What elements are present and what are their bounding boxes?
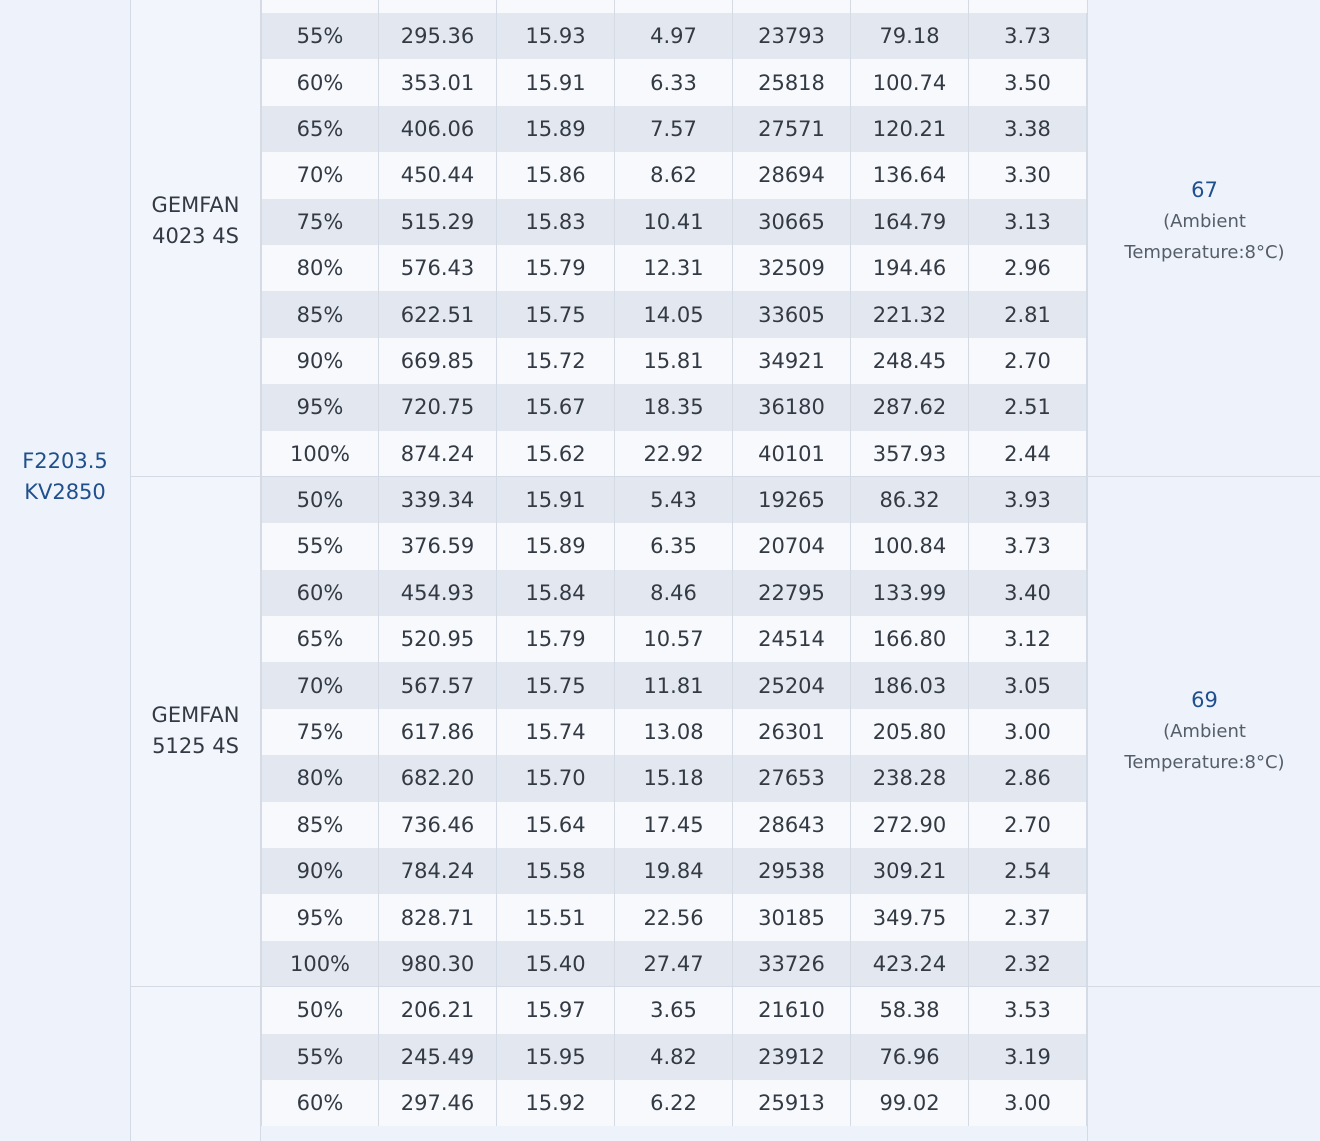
current-cell: 669.85 <box>379 338 497 384</box>
ambient-note: (Ambient <box>1163 211 1246 232</box>
voltage-cell: 15.84 <box>497 570 615 616</box>
table-row <box>261 291 1087 337</box>
data-grid <box>261 13 1087 1126</box>
speed-cell: 30665 <box>733 199 851 245</box>
efficiency-cell: 2.54 <box>969 848 1087 894</box>
voltage-cell: 15.64 <box>497 802 615 848</box>
table-row <box>261 755 1087 801</box>
thrust-cell: 221.32 <box>851 291 969 337</box>
table-row <box>261 477 1087 523</box>
power-cell: 5.43 <box>615 477 733 523</box>
table-row <box>261 894 1087 940</box>
throttle-cell: 65% <box>261 106 379 152</box>
efficiency-cell: 3.53 <box>969 987 1087 1033</box>
speed-cell: 32509 <box>733 245 851 291</box>
voltage-cell: 15.70 <box>497 755 615 801</box>
voltage-cell: 15.95 <box>497 1034 615 1080</box>
throttle-cell: 75% <box>261 199 379 245</box>
speed-cell: 27571 <box>733 106 851 152</box>
power-cell: 13.08 <box>615 709 733 755</box>
efficiency-cell: 3.38 <box>969 106 1087 152</box>
voltage-cell: 15.75 <box>497 291 615 337</box>
thrust-cell: 287.62 <box>851 384 969 430</box>
thrust-cell: 120.21 <box>851 106 969 152</box>
speed-cell: 26301 <box>733 709 851 755</box>
temperature-value: 69 <box>1191 688 1218 712</box>
temperature-block-5125 <box>1088 685 1320 778</box>
power-cell: 22.92 <box>615 431 733 477</box>
motor-model-label <box>0 446 130 508</box>
speed-cell: 29538 <box>733 848 851 894</box>
efficiency-cell: 3.73 <box>969 523 1087 569</box>
speed-cell: 24514 <box>733 616 851 662</box>
thrust-cell: 76.96 <box>851 1034 969 1080</box>
group-divider <box>131 986 1320 987</box>
current-cell: 617.86 <box>379 709 497 755</box>
table-row <box>261 709 1087 755</box>
table-row <box>261 338 1087 384</box>
voltage-cell: 15.97 <box>497 987 615 1033</box>
power-cell: 12.31 <box>615 245 733 291</box>
power-cell: 10.57 <box>615 616 733 662</box>
thrust-cell: 423.24 <box>851 941 969 987</box>
thrust-cell: 248.45 <box>851 338 969 384</box>
table-row <box>261 59 1087 105</box>
efficiency-cell: 2.70 <box>969 338 1087 384</box>
propeller-column <box>131 0 261 1141</box>
thrust-cell: 79.18 <box>851 13 969 59</box>
efficiency-cell: 2.44 <box>969 431 1087 477</box>
throttle-cell: 55% <box>261 13 379 59</box>
speed-cell: 33605 <box>733 291 851 337</box>
propeller-model: 5125 4S <box>152 734 239 758</box>
ambient-temperature: Temperature:8°C) <box>1124 752 1285 773</box>
voltage-cell: 15.72 <box>497 338 615 384</box>
throttle-cell: 70% <box>261 662 379 708</box>
temperature-value: 67 <box>1191 178 1218 202</box>
thrust-cell: 357.93 <box>851 431 969 477</box>
voltage-cell: 15.75 <box>497 662 615 708</box>
table-row <box>261 987 1087 1033</box>
voltage-cell: 15.91 <box>497 477 615 523</box>
speed-cell: 40101 <box>733 431 851 477</box>
throttle-cell: 50% <box>261 987 379 1033</box>
voltage-cell: 15.79 <box>497 616 615 662</box>
table-row <box>261 848 1087 894</box>
thrust-cell: 100.84 <box>851 523 969 569</box>
thrust-cell: 99.02 <box>851 1080 969 1126</box>
efficiency-cell: 2.32 <box>969 941 1087 987</box>
efficiency-cell: 2.81 <box>969 291 1087 337</box>
propeller-label-4023 <box>131 190 260 252</box>
voltage-cell: 15.93 <box>497 13 615 59</box>
temperature-column <box>1087 0 1320 1141</box>
ambient-note: (Ambient <box>1163 721 1246 742</box>
speed-cell: 27653 <box>733 755 851 801</box>
voltage-cell: 15.62 <box>497 431 615 477</box>
table-row <box>261 616 1087 662</box>
throttle-cell: 60% <box>261 59 379 105</box>
efficiency-cell: 3.05 <box>969 662 1087 708</box>
speed-cell: 19265 <box>733 477 851 523</box>
throttle-cell: 100% <box>261 431 379 477</box>
thrust-cell: 136.64 <box>851 152 969 198</box>
table-row <box>261 13 1087 59</box>
thrust-cell: 349.75 <box>851 894 969 940</box>
current-cell: 206.21 <box>379 987 497 1033</box>
efficiency-cell: 3.50 <box>969 59 1087 105</box>
table-row <box>261 1080 1087 1126</box>
propeller-brand: GEMFAN <box>151 703 240 727</box>
voltage-cell: 15.79 <box>497 245 615 291</box>
table-row <box>261 802 1087 848</box>
current-cell: 622.51 <box>379 291 497 337</box>
thrust-cell: 164.79 <box>851 199 969 245</box>
table-row <box>261 384 1087 430</box>
power-cell: 6.22 <box>615 1080 733 1126</box>
power-cell: 18.35 <box>615 384 733 430</box>
current-cell: 297.46 <box>379 1080 497 1126</box>
speed-cell: 30185 <box>733 894 851 940</box>
thrust-cell: 194.46 <box>851 245 969 291</box>
thrust-cell: 133.99 <box>851 570 969 616</box>
thrust-cell: 166.80 <box>851 616 969 662</box>
power-cell: 8.62 <box>615 152 733 198</box>
current-cell: 874.24 <box>379 431 497 477</box>
power-cell: 19.84 <box>615 848 733 894</box>
current-cell: 450.44 <box>379 152 497 198</box>
current-cell: 245.49 <box>379 1034 497 1080</box>
table-row <box>261 199 1087 245</box>
efficiency-cell: 3.00 <box>969 1080 1087 1126</box>
power-cell: 8.46 <box>615 570 733 616</box>
current-cell: 567.57 <box>379 662 497 708</box>
table-row <box>261 1034 1087 1080</box>
thrust-cell: 100.74 <box>851 59 969 105</box>
thrust-cell: 58.38 <box>851 987 969 1033</box>
throttle-cell: 85% <box>261 802 379 848</box>
efficiency-cell: 3.00 <box>969 709 1087 755</box>
throttle-cell: 90% <box>261 338 379 384</box>
power-cell: 6.33 <box>615 59 733 105</box>
thrust-cell: 186.03 <box>851 662 969 708</box>
throttle-cell: 90% <box>261 848 379 894</box>
voltage-cell: 15.51 <box>497 894 615 940</box>
thrust-cell: 309.21 <box>851 848 969 894</box>
current-cell: 406.06 <box>379 106 497 152</box>
speed-cell: 23912 <box>733 1034 851 1080</box>
throttle-cell: 75% <box>261 709 379 755</box>
power-cell: 15.18 <box>615 755 733 801</box>
motor-kv: KV2850 <box>24 480 106 504</box>
efficiency-cell: 2.96 <box>969 245 1087 291</box>
voltage-cell: 15.89 <box>497 523 615 569</box>
voltage-cell: 15.89 <box>497 106 615 152</box>
voltage-cell: 15.92 <box>497 1080 615 1126</box>
throttle-cell: 70% <box>261 152 379 198</box>
speed-cell: 33726 <box>733 941 851 987</box>
current-cell: 784.24 <box>379 848 497 894</box>
table-row <box>261 431 1087 477</box>
power-cell: 14.05 <box>615 291 733 337</box>
efficiency-cell: 3.40 <box>969 570 1087 616</box>
throttle-cell: 60% <box>261 1080 379 1126</box>
throttle-cell: 65% <box>261 616 379 662</box>
speed-cell: 25204 <box>733 662 851 708</box>
thrust-cell: 238.28 <box>851 755 969 801</box>
throttle-cell: 55% <box>261 523 379 569</box>
motor-column <box>0 0 131 1141</box>
speed-cell: 22795 <box>733 570 851 616</box>
efficiency-cell: 2.86 <box>969 755 1087 801</box>
throttle-cell: 50% <box>261 477 379 523</box>
efficiency-cell: 3.12 <box>969 616 1087 662</box>
current-cell: 720.75 <box>379 384 497 430</box>
power-cell: 22.56 <box>615 894 733 940</box>
table-row <box>261 662 1087 708</box>
efficiency-cell: 3.19 <box>969 1034 1087 1080</box>
throttle-cell: 85% <box>261 291 379 337</box>
current-cell: 828.71 <box>379 894 497 940</box>
efficiency-cell: 3.30 <box>969 152 1087 198</box>
efficiency-cell: 3.93 <box>969 477 1087 523</box>
propeller-brand: GEMFAN <box>151 193 240 217</box>
current-cell: 980.30 <box>379 941 497 987</box>
efficiency-cell: 3.13 <box>969 199 1087 245</box>
propeller-model: 4023 4S <box>152 224 239 248</box>
power-cell: 11.81 <box>615 662 733 708</box>
power-cell: 10.41 <box>615 199 733 245</box>
current-cell: 454.93 <box>379 570 497 616</box>
power-cell: 3.65 <box>615 987 733 1033</box>
throttle-cell: 80% <box>261 245 379 291</box>
power-cell: 7.57 <box>615 106 733 152</box>
ambient-temperature: Temperature:8°C) <box>1124 242 1285 263</box>
table-row <box>261 106 1087 152</box>
throttle-cell: 100% <box>261 941 379 987</box>
voltage-cell: 15.91 <box>497 59 615 105</box>
current-cell: 339.34 <box>379 477 497 523</box>
speed-cell: 21610 <box>733 987 851 1033</box>
table-row <box>261 570 1087 616</box>
throttle-cell: 60% <box>261 570 379 616</box>
voltage-cell: 15.67 <box>497 384 615 430</box>
current-cell: 376.59 <box>379 523 497 569</box>
efficiency-cell: 2.70 <box>969 802 1087 848</box>
speed-cell: 28643 <box>733 802 851 848</box>
speed-cell: 25818 <box>733 59 851 105</box>
motor-model: F2203.5 <box>22 449 108 473</box>
power-cell: 17.45 <box>615 802 733 848</box>
voltage-cell: 15.86 <box>497 152 615 198</box>
current-cell: 515.29 <box>379 199 497 245</box>
table-row <box>261 245 1087 291</box>
voltage-cell: 15.40 <box>497 941 615 987</box>
current-cell: 520.95 <box>379 616 497 662</box>
table-row <box>261 523 1087 569</box>
table-row <box>261 152 1087 198</box>
speed-cell: 20704 <box>733 523 851 569</box>
power-cell: 15.81 <box>615 338 733 384</box>
throttle-cell: 95% <box>261 384 379 430</box>
speed-cell: 23793 <box>733 13 851 59</box>
power-cell: 4.82 <box>615 1034 733 1080</box>
efficiency-cell: 2.37 <box>969 894 1087 940</box>
temperature-block-4023 <box>1088 175 1320 268</box>
voltage-cell: 15.74 <box>497 709 615 755</box>
power-cell: 4.97 <box>615 13 733 59</box>
current-cell: 682.20 <box>379 755 497 801</box>
group-divider <box>131 476 1320 477</box>
power-cell: 27.47 <box>615 941 733 987</box>
speed-cell: 34921 <box>733 338 851 384</box>
throttle-cell: 95% <box>261 894 379 940</box>
table-row <box>261 941 1087 987</box>
current-cell: 295.36 <box>379 13 497 59</box>
current-cell: 736.46 <box>379 802 497 848</box>
current-cell: 353.01 <box>379 59 497 105</box>
thrust-cell: 272.90 <box>851 802 969 848</box>
efficiency-cell: 3.73 <box>969 13 1087 59</box>
table-top-strip <box>261 0 1087 13</box>
thrust-cell: 86.32 <box>851 477 969 523</box>
propeller-label-5125 <box>131 700 260 762</box>
throttle-cell: 55% <box>261 1034 379 1080</box>
speed-cell: 28694 <box>733 152 851 198</box>
voltage-cell: 15.58 <box>497 848 615 894</box>
power-cell: 6.35 <box>615 523 733 569</box>
speed-cell: 36180 <box>733 384 851 430</box>
throttle-cell: 80% <box>261 755 379 801</box>
efficiency-cell: 2.51 <box>969 384 1087 430</box>
voltage-cell: 15.83 <box>497 199 615 245</box>
current-cell: 576.43 <box>379 245 497 291</box>
speed-cell: 25913 <box>733 1080 851 1126</box>
thrust-cell: 205.80 <box>851 709 969 755</box>
